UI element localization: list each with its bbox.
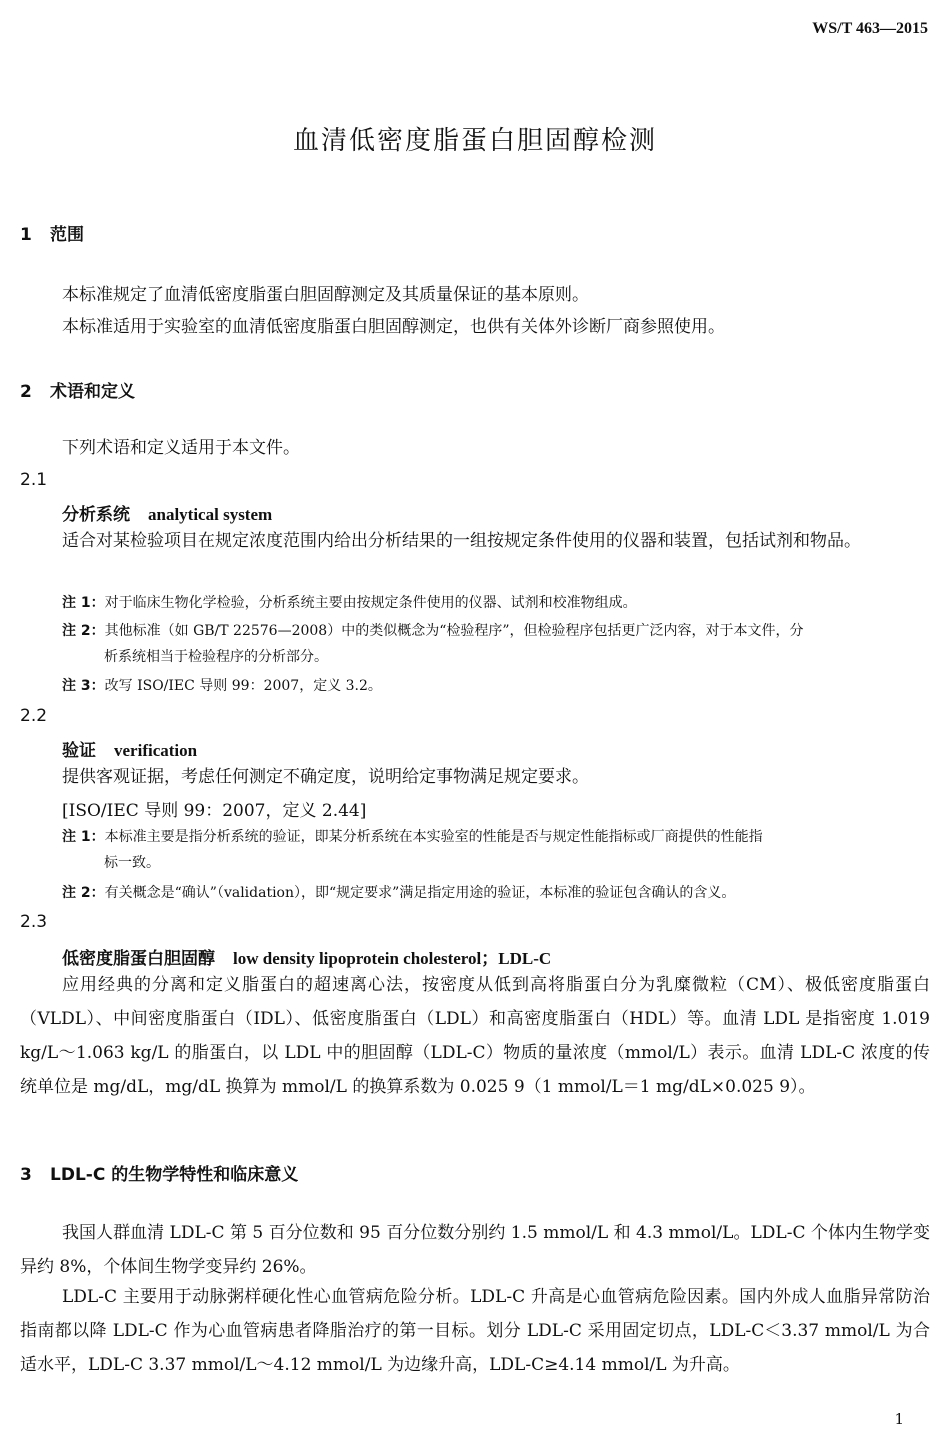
term-2-3-number: 2.3 [20,912,48,932]
s3-paragraph-1: 我国人群血清 LDL-C 第 5 百分位数和 95 百分位数分别约 1.5 mmol/L 和 4.3 mmol/L。LDL-C 个体内生物学变异约 8%，个体间生物学变异约 26%。 [20,1223,930,1277]
term-2-1: 分析系统 analytical system [62,505,273,525]
term-2-1-note-1: 注 1：对于临床生物化学检验，分析系统主要由按规定条件使用的仪器、试剂和校准物组成。 [62,595,637,611]
s3-paragraph-2: LDL-C 主要用于动脉粥样硬化性心血管病危险分析。LDL-C 升高是心血管病危险因素。国内外成人血脂异常防治指南都以降 LDL-C 作为心血管病患者降脂治疗的第一目标。划分 LDL-C 采用固定切点，LDL-C＜3.37 mmol/L 为合适水平，LDL-C 3.37 mmol/L～4.12 mmol/L 为边缘升高，LDL-C≥4.14 mmol/L 为升高。 [20,1287,930,1375]
term-2-2-definition: 提供客观证据，考虑任何测定不确定度，说明给定事物满足规定要求。 [62,767,589,787]
term-2-1-note-3: 注 3：改写 ISO/IEC 导则 99：2007，定义 3.2。 [62,678,382,694]
term-2-2-number: 2.2 [20,706,48,726]
term-2-1-number: 2.1 [20,470,48,490]
term-2-1-definition: 适合对某检验项目在规定浓度范围内给出分析结果的一组按规定条件使用的仪器和装置，包括试剂和物品。 [62,531,861,551]
page-number: 1 [894,1410,904,1428]
document-title: 血清低密度脂蛋白胆固醇检测 [292,126,657,156]
term-2-2-note-1: 注 1：本标准主要是指分析系统的验证，即某分析系统在本实验室的性能是否与规定性能指标或厂商提供的性能指 标一致。 [62,829,763,871]
term-2-2-note-2: 注 2：有关概念是“确认”（validation），即“规定要求”满足指定用途的验证，本标准的验证包含确认的含义。 [62,885,736,901]
term-2-3-definition: 应用经典的分离和定义脂蛋白的超速离心法，按密度从低到高将脂蛋白分为乳糜微粒（CM）、极低密度脂蛋白（VLDL）、中间密度脂蛋白（IDL）、低密度脂蛋白（LDL）和高密度脂蛋白（HDL）等。血清 LDL 是指密度 1.019 kg/L～1.063 kg/L 的脂蛋白，以 LDL 中的胆固醇（LDL-C）物质的量浓度（mmol/L）表示。血清 LDL-C 浓度的传统单位是 mg/dL，mg/dL 换算为 mmol/L 的换算系数为 0.025 9（1 mmol/L＝1 mg/dL×0.025 9）。 [20,975,930,1097]
s2-paragraph-1: 下列术语和定义适用于本文件。 [62,438,300,458]
term-2-1-note-2: 注 2：其他标准（如 GB/T 22576—2008）中的类似概念为“检验程序”，但检验程序包括更广泛内容，对于本文件，分 析系统相当于检验程序的分析部分。 [62,623,804,665]
s1-paragraph-2: 本标准适用于实验室的血清低密度脂蛋白胆固醇测定，也供有关体外诊断厂商参照使用。 [62,317,725,337]
term-2-2-reference: [ISO/IEC 导则 99：2007，定义 2.44] [62,801,367,821]
section-2-heading: 2 术语和定义 [20,382,135,402]
standard-code: WS/T 463—2015 [812,20,928,37]
section-1-heading: 1 范围 [20,225,84,245]
section-3-heading: 3 LDL-C 的生物学特性和临床意义 [20,1165,299,1185]
s1-paragraph-1: 本标准规定了血清低密度脂蛋白胆固醇测定及其质量保证的基本原则。 [62,285,589,305]
term-2-3: 低密度脂蛋白胆固醇 low density lipoprotein cholesterol；LDL-C [62,949,552,969]
term-2-2: 验证 verification [62,741,198,761]
